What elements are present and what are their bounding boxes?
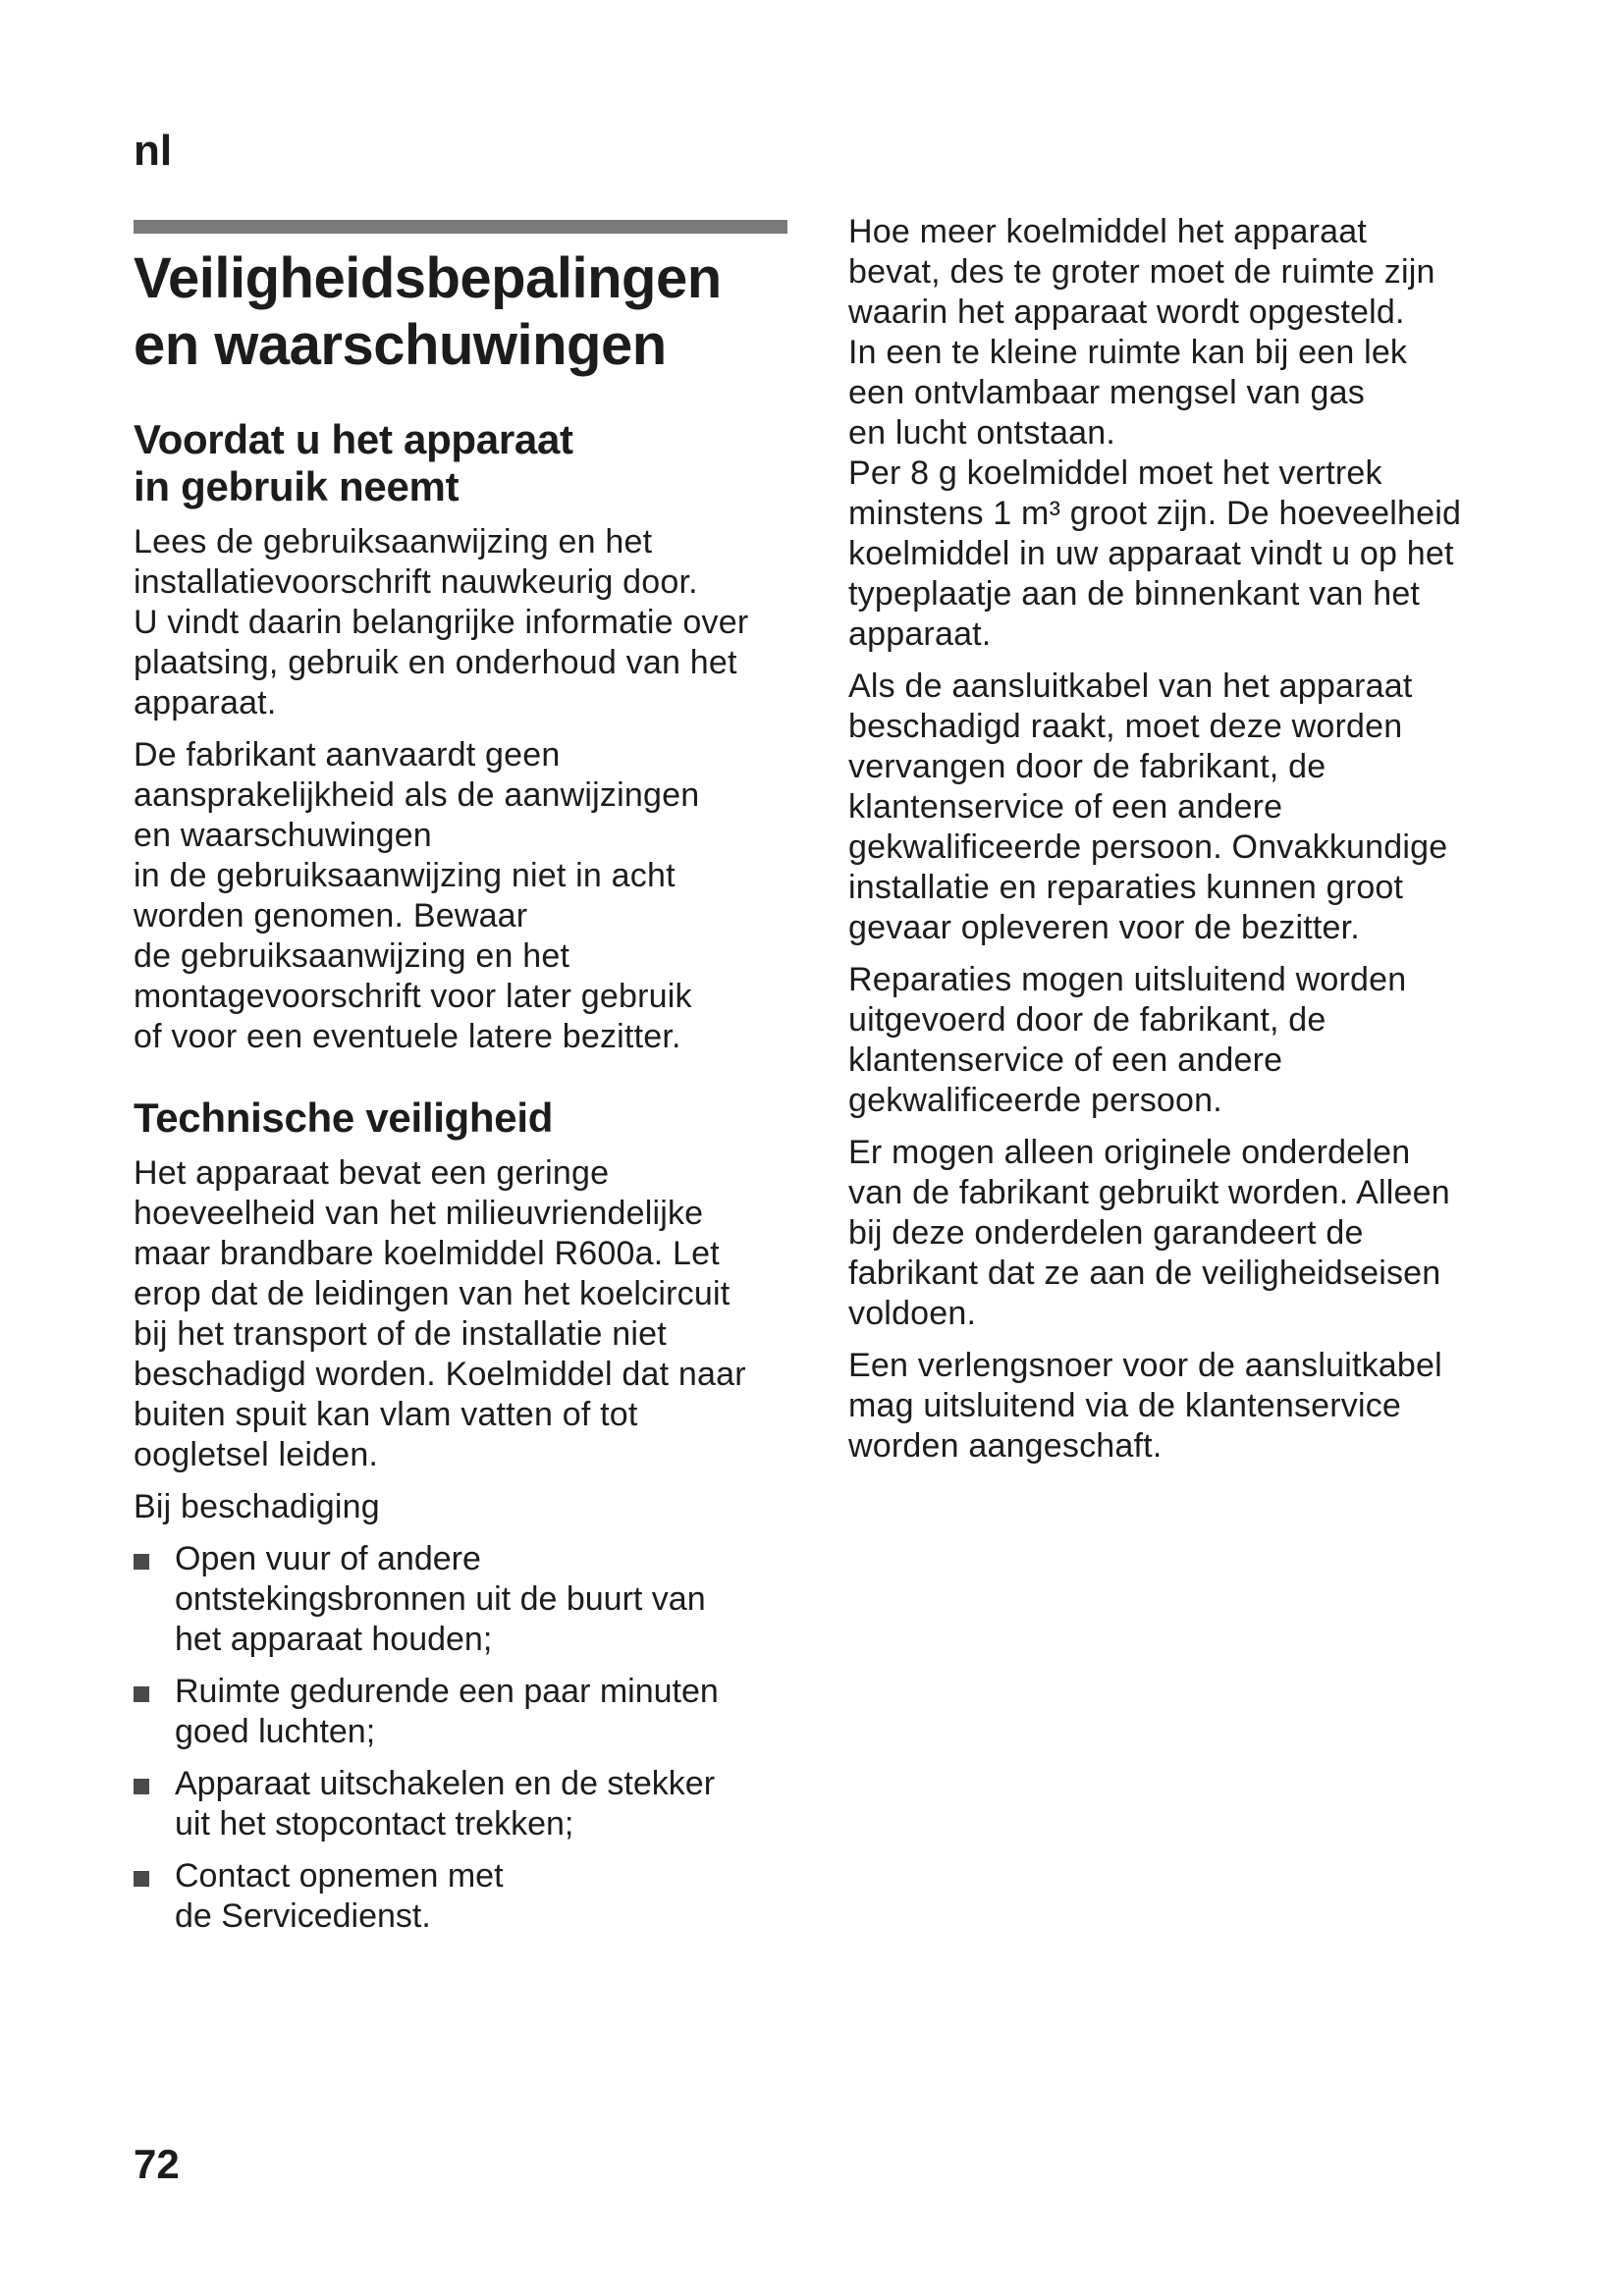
left-column — [134, 245, 811, 1949]
section-heading-before-use: Voordat u het apparaat in gebruik neemt — [134, 416, 573, 509]
spacer — [134, 1057, 811, 1095]
damage-steps-list — [134, 1539, 811, 1937]
list-item-text: Open vuur of andere ontstekingsbronnen uit de buurt van het apparaat houden; — [175, 1540, 706, 1658]
list-item-text: Contact opnemen met de Servicedienst. — [175, 1857, 504, 1935]
spacer — [848, 948, 1536, 960]
language-tag: nl — [134, 127, 173, 175]
bullet-square-icon — [134, 1554, 149, 1570]
spacer — [134, 379, 811, 416]
right-column — [848, 212, 1536, 1467]
list-item — [134, 1856, 811, 1937]
paragraph-original-parts: Er mogen alleen originele onderdelen van de fabrikant gebruikt worden. Alleen bij deze onderdelen garandeert de fabrikant dat ze aan de veiligheidseisen voldoen. — [848, 1134, 1450, 1332]
section-divider — [134, 220, 787, 234]
bullet-square-icon — [134, 1779, 149, 1794]
paragraph-liability: De fabrikant aanvaardt geen aansprakelijkheid als de aanwijzingen en waarschuwingen in de gebruiksaanwijzing niet in acht worden genomen. Bewaar de gebruiksaanwijzing en het montagevoorschrift voor later gebruik of voor een eventuele latere bezitter. — [134, 736, 700, 1055]
section-heading-technical-safety: Technische veiligheid — [134, 1095, 554, 1141]
paragraph-refrigerant: Het apparaat bevat een geringe hoeveelheid van het milieuvriendelijke maar brandbare koelmiddel R600a. Let erop dat de leidingen van het koelcircuit bij het transport of de installatie niet beschadigd worden. Koelmiddel dat naar buiten spuit kan vlam vatten of tot oogletsel leiden. — [134, 1154, 746, 1473]
spacer — [134, 1475, 811, 1487]
list-item-text: Ruimte gedurende een paar minuten goed luchten; — [175, 1673, 719, 1750]
list-item — [134, 1764, 811, 1844]
spacer — [848, 1334, 1536, 1346]
page-number: 72 — [134, 2141, 180, 2187]
bullet-square-icon — [134, 1686, 149, 1702]
page-title: Veiligheidsbepalingen en waarschuwingen — [134, 246, 722, 377]
paragraph-on-damage: Bij beschadiging — [134, 1488, 380, 1525]
spacer — [134, 723, 811, 735]
paragraph-room-size: Hoe meer koelmiddel het apparaat bevat, des te groter moet de ruimte zijn waarin het apparaat wordt opgesteld. In een te kleine ruimte kan bij een lek een ontvlambaar mengsel van gas en lucht ontstaan. Per 8 g koelmiddel moet het vertrek minstens 1 m³ groot zijn. De hoeveelheid koelmiddel in uw apparaat vindt u op het typeplaatje aan de binnenkant van het apparaat. — [848, 213, 1462, 653]
spacer — [134, 1142, 811, 1153]
bullet-square-icon — [134, 1871, 149, 1887]
paragraph-extension-cord: Een verlengsnoer voor de aansluitkabel mag uitsluitend via de klantenservice worden aangeschaft. — [848, 1347, 1442, 1465]
list-item — [134, 1539, 811, 1660]
spacer — [848, 655, 1536, 667]
paragraph-repairs: Reparaties mogen uitsluitend worden uitgevoerd door de fabrikant, de klantenservice of een andere gekwalificeerde persoon. — [848, 961, 1407, 1119]
list-item-text: Apparaat uitschakelen en de stekker uit het stopcontact trekken; — [175, 1765, 716, 1842]
spacer — [134, 1527, 811, 1539]
list-item — [134, 1672, 811, 1752]
spacer — [848, 1121, 1536, 1133]
spacer — [134, 510, 811, 522]
paragraph-read-instructions: Lees de gebruiksaanwijzing en het installatievoorschrift nauwkeurig door. U vindt daarin belangrijke informatie over plaatsing, gebruik en onderhoud van het apparaat. — [134, 523, 749, 721]
paragraph-power-cable: Als de aansluitkabel van het apparaat beschadigd raakt, moet deze worden vervangen door de fabrikant, de klantenservice of een andere gekwalificeerde persoon. Onvakkundige installatie en reparaties kunnen groot gevaar opleveren voor de bezitter. — [848, 667, 1448, 946]
